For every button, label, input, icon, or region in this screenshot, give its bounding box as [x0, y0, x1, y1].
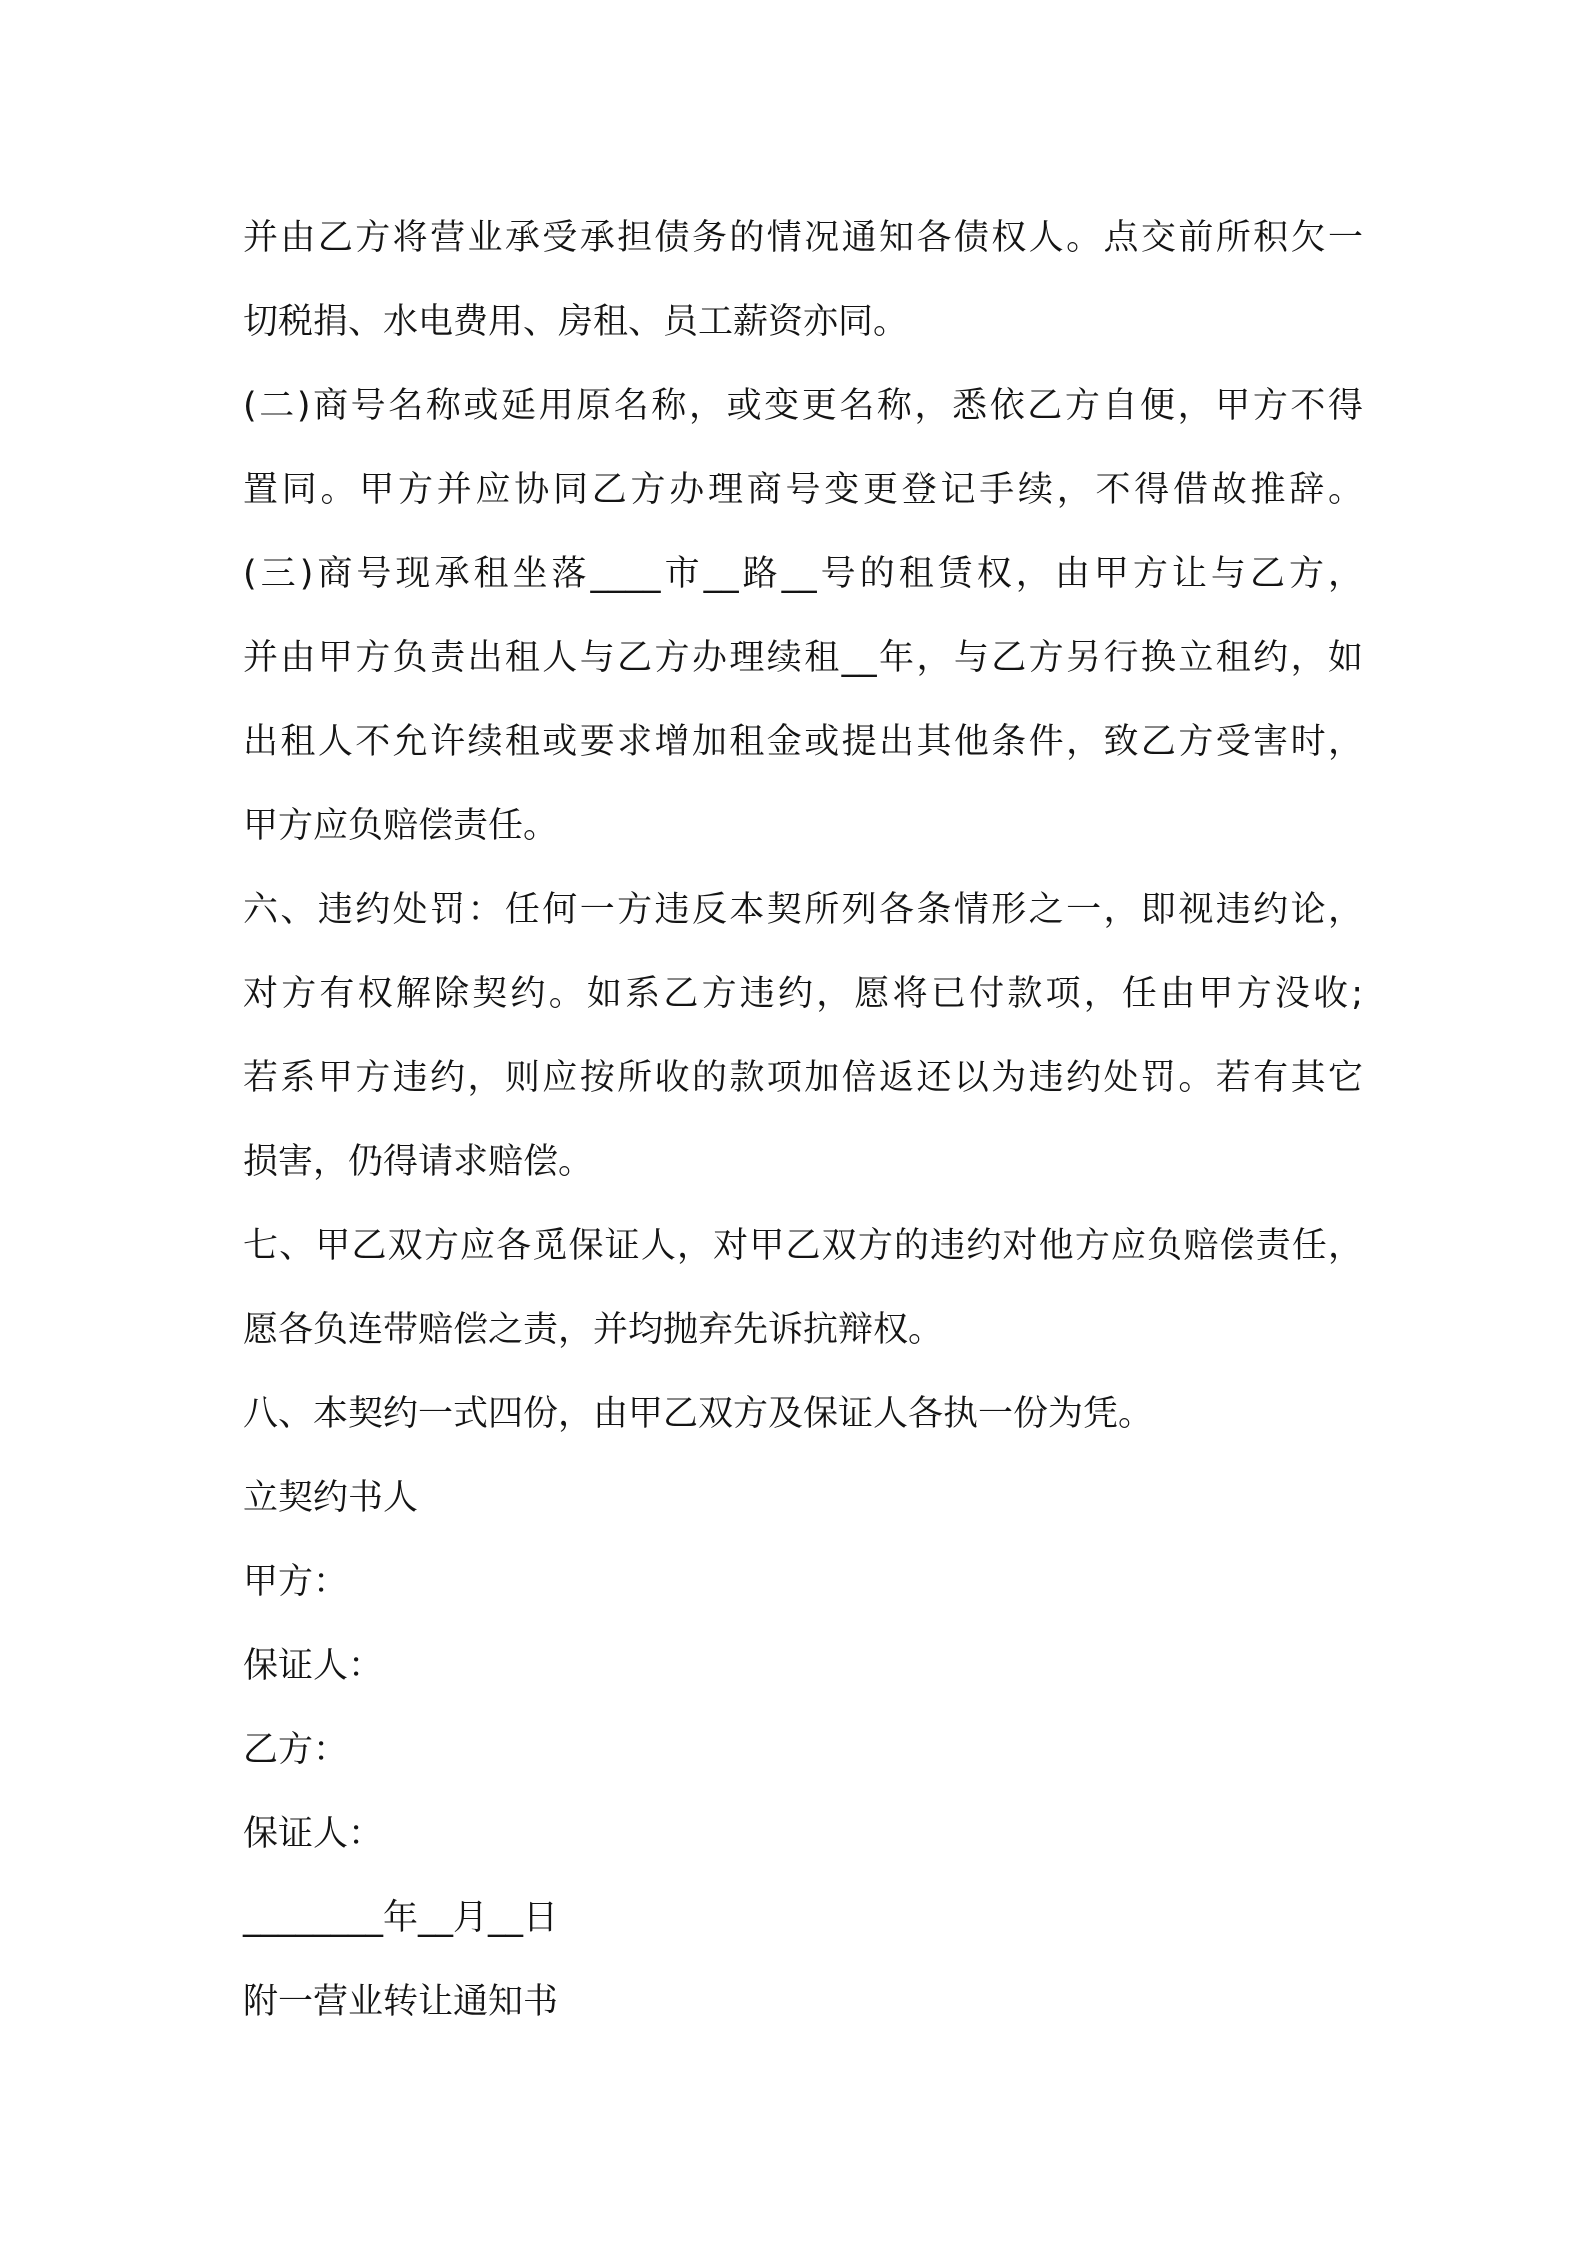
- party-a-label: 甲方：: [243, 1562, 349, 1602]
- paragraph-line: (三)商号现承租坐落____市__路__号的租赁权，由甲方让与乙方，: [243, 554, 1363, 594]
- signatory-heading: 立契约书人: [243, 1478, 419, 1518]
- date-line: ________年__月__日: [243, 1898, 559, 1938]
- paragraph-line: (二)商号名称或延用原名称，或变更名称，悉依乙方自便，甲方不得: [243, 386, 1363, 426]
- paragraph-line: 甲方应负赔偿责任。: [243, 806, 559, 846]
- paragraph-line: 置同。甲方并应协同乙方办理商号变更登记手续，不得借故推辞。: [243, 470, 1363, 510]
- paragraph-line: 六、违约处罚：任何一方违反本契所列各条情形之一，即视违约论，: [243, 890, 1363, 930]
- paragraph-line: 切税捐、水电费用、房租、员工薪资亦同。: [243, 302, 909, 342]
- paragraph-line: 愿各负连带赔偿之责，并均抛弃先诉抗辩权。: [243, 1310, 944, 1350]
- paragraph-line: 并由甲方负责出租人与乙方办理续租__年，与乙方另行换立租约，如: [243, 638, 1363, 678]
- guarantor-label: 保证人：: [243, 1814, 384, 1854]
- guarantor-label: 保证人：: [243, 1646, 384, 1686]
- appendix-title: 附一营业转让通知书: [243, 1982, 559, 2022]
- paragraph-line: 对方有权解除契约。如系乙方违约，愿将已付款项，任由甲方没收;: [243, 974, 1363, 1014]
- paragraph-line: 八、本契约一式四份，由甲乙双方及保证人各执一份为凭。: [243, 1394, 1154, 1434]
- paragraph-line: 七、甲乙双方应各觅保证人，对甲乙双方的违约对他方应负赔偿责任，: [243, 1226, 1363, 1266]
- paragraph-line: 出租人不允许续租或要求增加租金或提出其他条件，致乙方受害时，: [243, 722, 1363, 762]
- party-b-label: 乙方：: [243, 1730, 349, 1770]
- paragraph-line: 损害，仍得请求赔偿。: [243, 1142, 594, 1182]
- document-body: [243, 196, 1363, 2044]
- paragraph-line: 并由乙方将营业承受承担债务的情况通知各债权人。点交前所积欠一: [243, 218, 1363, 258]
- paragraph-line: 若系甲方违约，则应按所收的款项加倍返还以为违约处罚。若有其它: [243, 1058, 1363, 1098]
